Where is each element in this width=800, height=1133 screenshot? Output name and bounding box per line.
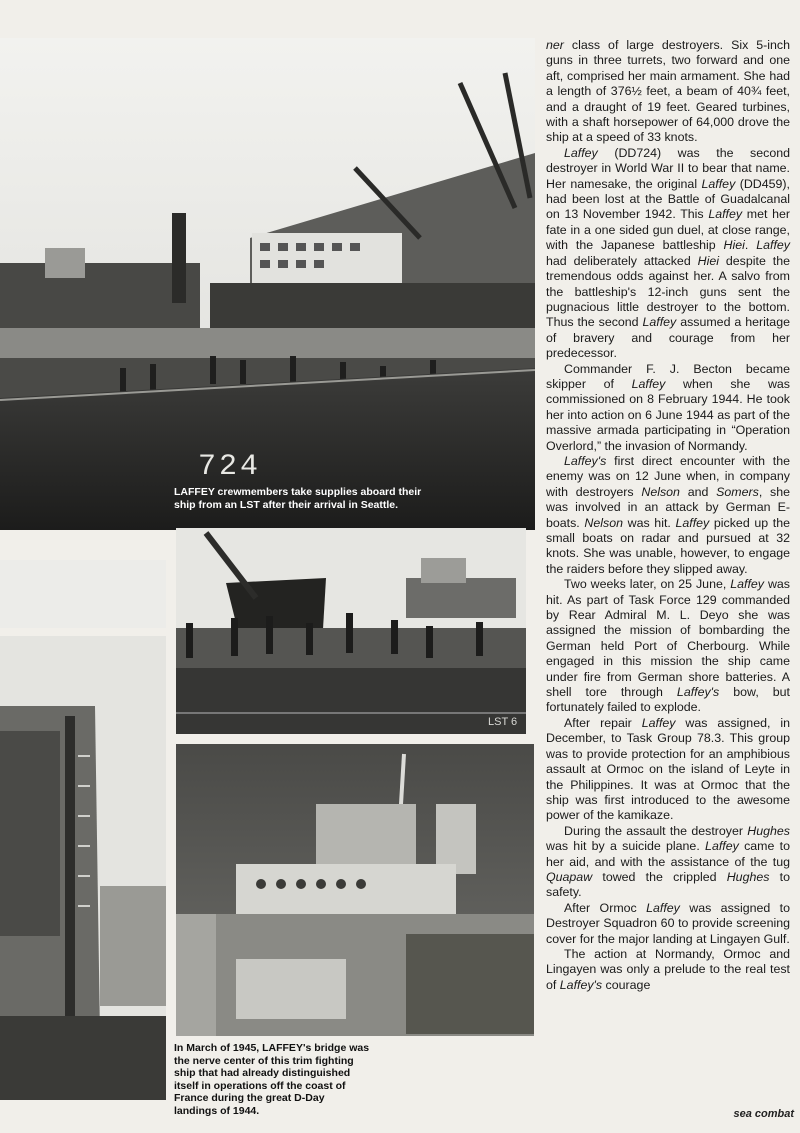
article-paragraph: During the assault the destroyer Hughes was hit by a suicide plane. Laffey came to her aid, and with the assistance of the tug Quapaw towed the crippled Hughes to safety. [546, 823, 791, 900]
italic-name: Laffey [701, 176, 736, 191]
italic-name: Nelson [641, 484, 680, 499]
article-paragraph: Commander F. J. Becton became skipper of Laffey when she was commissioned on 8 February 1944. He took her into action on 6 June 1944 as part of the massive armada participating in “Operation Overlord,” the invasion of Normandy. [546, 361, 790, 453]
italic-name: Hiei [723, 238, 745, 253]
italic-name: Laffey [756, 238, 790, 253]
article-paragraph: Laffey's first direct encounter with the enemy was on 12 June when, in company with destroyers Nelson and Somers, she was involved in an attack by German E-boats. Nelson was hit. Laffey picked up the small boats on radar and pursued at 32 knots. She was unable, however, to engage the raiders before they slipped away. [546, 453, 790, 576]
article-paragraph: After repair Laffey was assigned, in December, to Task Group 78.3. This group was to provide protection for an amphibious assault at Ormoc on the island of Leyte in the Philippines. It was at Ormoc that the ship was first introduced to the awesome power of the kamikaze. [546, 715, 790, 823]
italic-name: Laffey [641, 715, 676, 730]
italic-name: Laffey [675, 515, 710, 530]
photo-laffey-bridge-1945 [176, 744, 534, 1036]
italic-name: Nelson [584, 515, 623, 530]
article-paragraph: Laffey (DD724) was the second destroyer in World War II to bear that name. Her namesake, the original Laffey (DD459), had been lost at the Battle of Guadalcanal on 13 November 1942. This Laffey met her fate in a one sided gun duel, at close range, with the Japanese battleship Hiei. Laffey had deliberately attacked Hiei despite the tremendous odds against her. A salvo from the battleship's 12-inch guns sent the pugnacious little destroyer to the bottom. Thus the second Laffey assumed a heritage of bravery and courage from her predecessor. [546, 145, 790, 361]
italic-name: Laffey [730, 577, 765, 592]
hull-number-724: 724 [198, 450, 262, 484]
italic-name: Somers [716, 484, 759, 499]
italic-name: Laffey's [676, 685, 720, 700]
caption-bottom-photo: In March of 1945, LAFFEY's bridge was the nerve center of this trim fighting ship that had already distinguished itself in operations off the coast of France during the great D-Day landings of 1944. [174, 1042, 370, 1117]
italic-name: ner [546, 38, 564, 52]
italic-name: Laffey [705, 839, 739, 854]
caption-top-photo: LAFFEY crewmembers take supplies aboard their ship from an LST after their arrival in Seattle. [174, 486, 422, 511]
photo-crew-lst6 [176, 528, 526, 734]
italic-name: Laffey [564, 145, 598, 160]
italic-name: Laffey [708, 207, 743, 222]
photo-damaged-hull [0, 636, 166, 1100]
italic-name: Quapaw [546, 869, 593, 884]
article-paragraph: ner class of large destroyers. Six 5-inch guns in three turrets, two forward and one aft, comprised her main armament. She had a length of 376½ feet, a beam of 40¾ feet, and a draught of 19 feet. Geared turbines, with a shaft horsepower of 64,000 drove the ship at a speed of 33 knots. [546, 38, 790, 145]
italic-name: Laffey [631, 376, 666, 391]
italic-name: Laffey [646, 900, 680, 915]
article-text-column [546, 38, 790, 993]
article-paragraph: Two weeks later, on 25 June, Laffey was hit. As part of Task Force 129 commanded by Rear Admiral M. L. Deyo she was assigned the mission of bombarding the German held Port of Cherbourg. While engaged in this mission the ship came under fire from German shore batteries. A shell tore through Laffey's bow, but fortunately failed to explode. [546, 577, 790, 715]
footer-label: sea combat [733, 1108, 794, 1120]
article-paragraph: The action at Normandy, Ormoc and Lingayen was only a prelude to the real test of Laffey's courage [546, 946, 790, 992]
article-paragraph: After Ormoc Laffey was assigned to Destroyer Squadron 60 to provide screening cover for the major landing at Lingayen Gulf. [546, 900, 790, 946]
photo-left-strip-mid [0, 560, 166, 628]
italic-name: Hiei [697, 253, 719, 268]
photo-lst-supplies-seattle [0, 38, 535, 530]
italic-name: Laffey [642, 315, 677, 330]
italic-name: Hughes [726, 869, 770, 884]
lst6-hull-marking: LST 6 [488, 716, 518, 728]
italic-name: Laffey's [559, 977, 603, 992]
italic-name: Hughes [747, 823, 790, 838]
italic-name: Laffey's [564, 453, 607, 468]
